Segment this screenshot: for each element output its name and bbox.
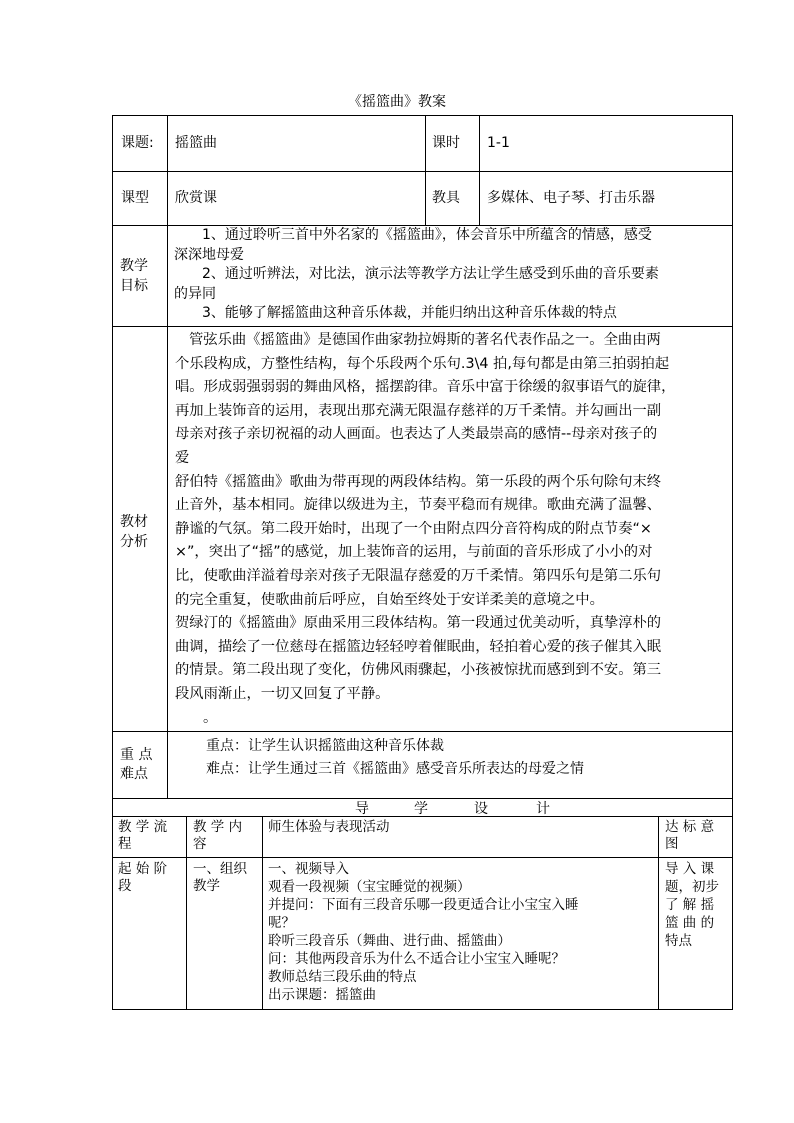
col-content-2: 容 [193,836,207,852]
analysis-line: 管弦乐曲《摇篮曲》是德国作曲家勃拉姆斯的著名代表作品之一。全曲由两 [189,332,661,348]
analysis-line: 唱。形成弱强弱弱的舞曲风格，摇摆韵律。音乐中富于徐缓的叙事语气的旋律， [175,379,676,396]
goals-line: 1、通过聆听三首中外名家的《摇篮曲》，体会音乐中所蕴含的情感，感受 [202,227,652,243]
analysis-label-1: 教材 [120,514,148,530]
intent-line: 篮 曲 的 [665,915,715,931]
col-activity: 师生体验与表现活动 [268,819,390,835]
activity-line: 并提问：下面有三段音乐哪一段更适合让小宝宝入睡 [268,897,579,913]
stage1-process-2: 段 [118,878,132,894]
analysis-line: 静谧的气氛。第二段开始时，出现了一个由附点四分音符构成的附点节奏“× [175,520,652,537]
stage1-content-1: 一、组织 [193,861,247,877]
col-process-1: 教 学 流 [118,819,168,835]
key-point: 重点：让学生认识摇篮曲这种音乐体裁 [206,738,444,754]
analysis-line: 止音外，基本相同。旋律以级进为主，节奏平稳而有规律。歌曲充满了温馨、 [175,497,662,514]
activity-line: 呢？ [268,915,295,931]
analysis-line: 段风雨渐止，一切又回复了平静。 [175,685,390,702]
intent-line: 了 解 摇 [665,897,715,913]
design-heading-4: 计 [536,801,550,817]
goals-line: 深深地母爱 [174,246,244,263]
design-heading-1: 导 [355,801,369,817]
keypoints-label-2: 难点 [120,766,148,782]
activity-line: 观看一段视频（宝宝睡觉的视频） [268,879,471,895]
analysis-line: 再加上装饰音的运用，表现出那充满无限温存慈祥的万千柔情。并勾画出一副 [175,402,662,419]
document-title: 《摇篮曲》教案 [348,94,446,110]
keypoints-label-1: 重 点 [120,747,153,763]
goals-line: 3、能够了解摇篮曲这种音乐体裁，并能归纳出这种音乐体裁的特点 [202,305,617,321]
design-heading-3: 设 [474,801,488,817]
analysis-line: 。 [203,709,218,726]
intent-line: 导 入 课 [665,861,715,877]
analysis-line: 比，使歌曲洋溢着母亲对孩子无限温存慈爱的万千柔情。第四乐句是第二乐句 [175,567,662,584]
analysis-label-2: 分析 [120,534,148,550]
analysis-line: 曲调，描绘了一位慈母在摇篮边轻轻哼着催眠曲，轻拍着心爱的孩子催其入眠 [175,638,662,655]
type-label: 课型 [121,190,149,206]
activity-line: 教师总结三段乐曲的特点 [268,969,417,985]
activity-line: 聆听三段音乐（舞曲、进行曲、摇篮曲） [268,933,511,949]
analysis-line: 爱 [175,449,190,466]
analysis-text [175,329,675,730]
activity-line: 出示课题：摇篮曲 [268,987,376,1003]
activity-line: 问：其他两段音乐为什么不适合让小宝宝入睡呢？ [268,951,565,967]
type-value: 欣赏课 [175,190,217,206]
col-content-1: 教 学 内 [193,819,243,835]
tools-label: 教具 [432,190,460,206]
col-intent-2: 图 [665,836,679,852]
goals-label-2: 目标 [120,278,148,294]
design-heading-2: 学 [414,801,428,817]
goals-text [174,226,659,324]
goals-line: 的异同 [174,285,216,302]
analysis-line: ×”，突出了“摇”的感觉，加上装饰音的运用，与前面的音乐形成了小小的对 [175,544,653,561]
goals-label-1: 教学 [120,258,148,274]
col-process-2: 程 [118,836,132,852]
analysis-line: 的情景。第二段出现了变化，仿佛风雨骤起，小孩被惊扰而感到到不安。第三 [175,662,662,679]
analysis-line: 舒伯特《摇篮曲》歌曲为带再现的两段体结构。第一乐段的两个乐句除句末终 [175,473,662,490]
difficulty-point: 难点：让学生通过三首《摇篮曲》感受音乐所表达的母爱之情 [206,761,584,777]
topic-label: 课题: [121,135,154,151]
stage1-activity [268,860,579,1004]
period-label: 课时 [432,135,460,151]
analysis-line: 贺绿汀的《摇篮曲》原曲采用三段体结构。第一段通过优美动听，真挚淳朴的 [175,615,662,632]
stage1-process-1: 起 始 阶 [118,861,168,877]
intent-line: 特点 [665,933,692,949]
activity-line: 一、视频导入 [268,861,349,877]
goals-line: 2、通过听辨法，对比法，演示法等教学方法让学生感受到乐曲的音乐要素 [202,266,659,282]
analysis-line: 的完全重复，使歌曲前后呼应，自始至终处于安详柔美的意境之中。 [175,591,604,608]
analysis-line: 母亲对孩子亲切祝福的动人画面。也表达了人类最崇高的感情--母亲对孩子的 [175,426,658,443]
stage1-content-2: 教学 [193,878,220,894]
intent-line: 题，初步 [665,879,719,895]
topic-value: 摇篮曲 [175,135,217,151]
col-intent-1: 达 标 意 [665,819,715,835]
period-value: 1-1 [487,135,510,151]
tools-value: 多媒体、电子琴、打击乐器 [487,190,655,206]
stage1-intent [665,860,719,950]
analysis-line: 个乐段构成，方整性结构，每个乐段两个乐句.3\4 拍,每句都是由第三拍弱拍起 [175,355,670,372]
